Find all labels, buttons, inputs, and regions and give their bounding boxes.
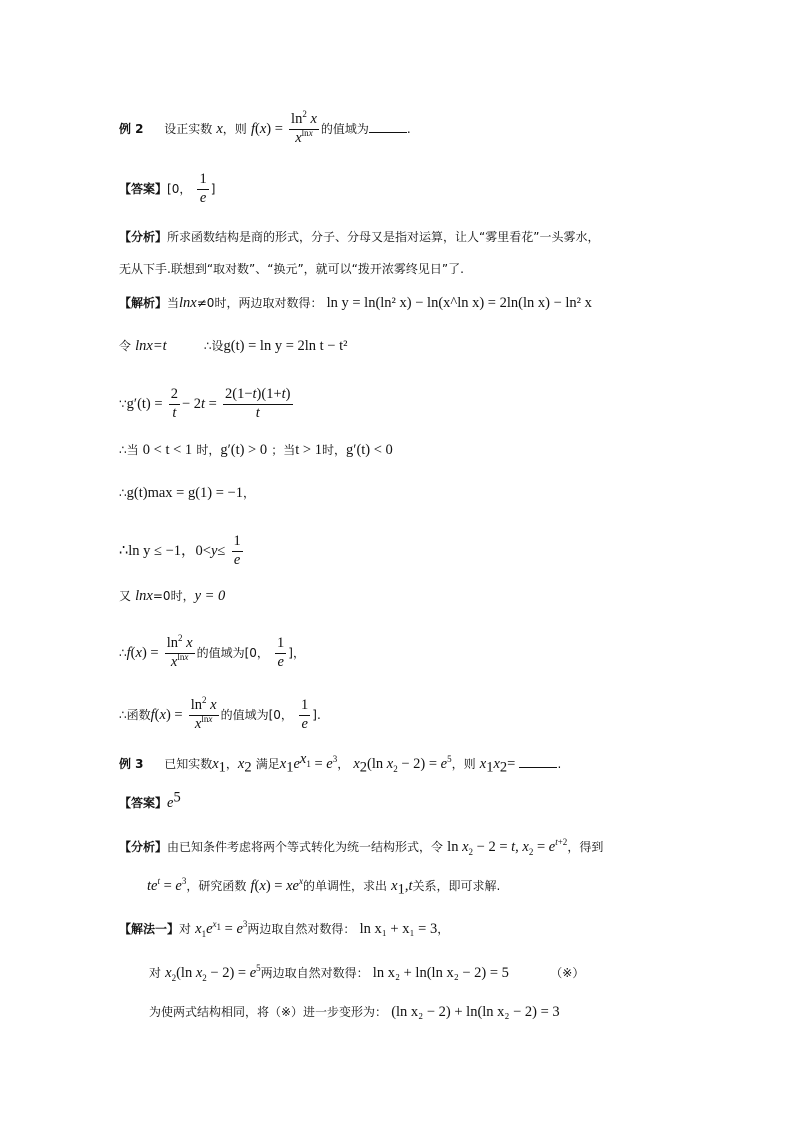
- example-3-question: 例 3 已知实数$x_1$，$x_2$ 满足$x_1e^{x_1} = e^3$， $x_2(\ln$ $x_2 - 2) = e^5$，则 $x_1x_2=$ .: [119, 750, 562, 776]
- answer-blank-2: [519, 767, 557, 768]
- derivative-line: ∵g′(t) = $\frac{2}{t}$ − 2t = $\frac{2(1-t)(1+t)}{t}$: [119, 386, 291, 421]
- substitution-line: 令 lnx=t ∴设g(t) = ln y = 2ln t − t²: [119, 338, 348, 354]
- analysis-label: 【分析】: [119, 230, 168, 244]
- example-2-answer: 【答案】[0， $\frac{1}{e}$ ]: [119, 171, 216, 206]
- example-2-solution: 【解析】当lnx≠0时，两边取对数得： ln y = ln(ln² x) − ln(x^ln x) = 2ln(ln x) − ln² x: [119, 295, 592, 311]
- zero-case-line: 又 lnx=0时，y = 0: [119, 588, 226, 604]
- maximum-line: ∴g(t)max = g(1) = −1，: [119, 485, 255, 501]
- inequality-line: ∴ln y ≤ −1，0<y≤ $\frac{1}{e}$: [119, 533, 241, 568]
- example-3-analysis-cont: $te^t = e^3$，研究函数 $f(x) = xe^x$的单调性，求出 $x_1,t$关系，即可求解.: [147, 876, 501, 898]
- fraction: $\frac{\ln^2 x}{x^{lnx}}$: [291, 109, 317, 146]
- example-3-label: 例 3: [119, 757, 144, 771]
- example-3-solution-line3: 为使两式结构相同，将（※）进一步变形为： (ln x₂ − 2) + ln(ln x₂ − 2) = 3: [149, 1004, 560, 1020]
- answer-label: 【答案】: [119, 181, 168, 196]
- example-3-solution: 【解法一】对 $x_1e^{x_1} = e^3$两边取自然对数得： ln x₁ + x₁ = 3，: [119, 919, 450, 939]
- range-line-2: ∴函数f(x) = $\frac{\ln^2 x}{x^{lnx}}$ 的值域为[0， $\frac{1}{e}$ ].: [119, 695, 321, 732]
- monotonicity-line: ∴当 0 < t < 1 时，g′(t) > 0 ；当t > 1时，g′(t) < 0: [119, 442, 393, 458]
- example-3-solution-line2: 对 $x_2(\ln$ $x_2 - 2) = e^5$两边取自然对数得： ln x₂ + ln(ln x₂ − 2) = 5 （※）: [149, 963, 585, 983]
- solution-label: 【解析】: [119, 296, 168, 310]
- example-2-label: 例 2: [119, 121, 144, 136]
- answer-blank: [369, 132, 407, 133]
- range-line-1: ∴f(x) = $\frac{\ln^2 x}{x^{lnx}}$ 的值域为[0， $\frac{1}{e}$ ]，: [119, 633, 305, 670]
- log-equation: ln y = ln(ln² x) − ln(x^ln x) = 2ln(ln x) − ln² x: [326, 295, 592, 311]
- example-3-answer: 【答案】$e^5$: [119, 789, 181, 811]
- example-2-question: 例 2 设正实数 x，则 f(x) = $\frac{\ln^2 x}{x^{lnx}}$ 的值域为 .: [119, 109, 411, 146]
- example-2-analysis: 【分析】所求函数结构是商的形式，分子、分母又是指对运算，让人“雾里看花”一头雾水，: [119, 230, 600, 244]
- example-2-analysis-cont: 无从下手.联想到“取对数”、“换元”，就可以“拨开浓雾终见日”了.: [119, 262, 464, 276]
- example-3-analysis: 【分析】由已知条件考虑将两个等式转化为统一结构形式，令 $\ln x_2 - 2 = t$, $x_2 = e^{t+2}$，得到: [119, 837, 604, 857]
- reference-mark: （※）: [550, 966, 585, 980]
